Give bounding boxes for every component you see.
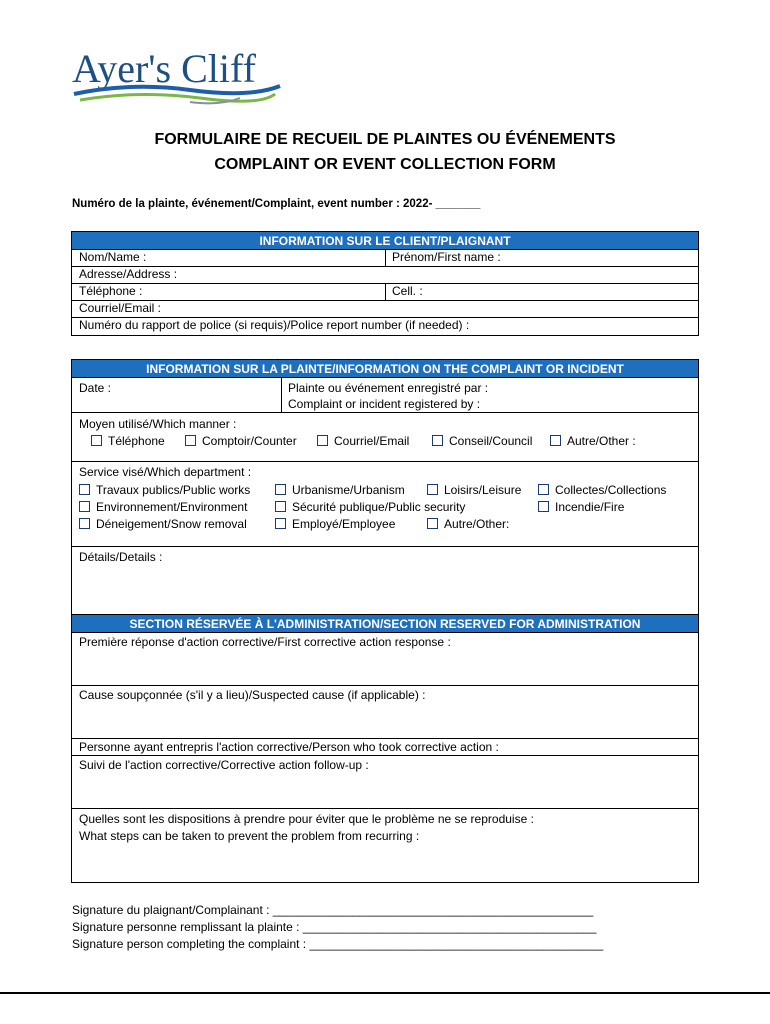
address-row[interactable] (72, 267, 698, 284)
police-row[interactable] (72, 318, 698, 335)
police-label: Numéro du rapport de police (si requis)/Police report number (if needed) : (79, 318, 470, 332)
details-label: Détails/Details : (79, 550, 163, 564)
registered-by-cell[interactable] (281, 378, 488, 412)
first-name-cell[interactable] (385, 250, 501, 266)
dept-environment[interactable]: Environnement/Environment (79, 500, 247, 514)
phone-label: Téléphone : (79, 284, 143, 298)
logo-wave-green (80, 94, 275, 101)
registered-by-en: Complaint or incident registered by : (288, 397, 481, 411)
dept-other[interactable]: Autre/Other: (427, 517, 509, 531)
first-response-row[interactable] (72, 633, 698, 686)
details-row[interactable] (72, 547, 698, 615)
dept-urbanism[interactable]: Urbanisme/Urbanism (275, 483, 405, 497)
email-row[interactable] (72, 301, 698, 318)
dept-snow-removal[interactable]: Déneigement/Snow removal (79, 517, 247, 531)
manner-label: Moyen utilisé/Which manner : (79, 417, 237, 431)
signature-complainant[interactable]: Signature du plaignant/Complainant : ________________________________________________ (72, 903, 594, 917)
client-info-section (71, 231, 699, 336)
checkbox-icon[interactable] (275, 501, 286, 512)
checkbox-icon[interactable] (427, 518, 438, 529)
cause-label: Cause soupçonnée (s'il y a lieu)/Suspected cause (if applicable) : (79, 688, 426, 702)
form-title-en: COMPLAINT OR EVENT COLLECTION FORM (214, 156, 556, 173)
first-name-label: Prénom/First name : (392, 250, 501, 264)
client-info-header: INFORMATION SUR LE CLIENT/PLAIGNANT (72, 232, 698, 250)
checkbox-icon[interactable] (275, 484, 286, 495)
manner-option-counter[interactable]: Comptoir/Counter (185, 434, 297, 448)
signature-person-en[interactable]: Signature person completing the complaint : ____________________________________________ (72, 937, 604, 951)
name-row[interactable] (72, 250, 698, 267)
person-label: Personne ayant entrepris l'action corrective/Person who took corrective action : (79, 740, 499, 754)
checkbox-icon[interactable] (275, 518, 286, 529)
admin-section-header: SECTION RÉSERVÉE À L'ADMINISTRATION/SECTION RESERVED FOR ADMINISTRATION (72, 615, 698, 633)
ayers-cliff-logo (70, 44, 285, 110)
dept-leisure[interactable]: Loisirs/Leisure (427, 483, 521, 497)
checkbox-icon[interactable] (79, 484, 90, 495)
followup-row[interactable] (72, 756, 698, 809)
logo-text: Ayer's Cliff (72, 46, 256, 91)
dept-collections[interactable]: Collectes/Collections (538, 483, 666, 497)
email-label: Courriel/Email : (79, 301, 162, 315)
person-row[interactable] (72, 739, 698, 756)
department-row (72, 462, 698, 547)
dept-fire[interactable]: Incendie/Fire (538, 500, 624, 514)
name-label: Nom/Name : (79, 250, 147, 264)
phone-row[interactable] (72, 284, 698, 301)
checkbox-icon[interactable] (538, 484, 549, 495)
cell-cell[interactable] (385, 284, 423, 300)
address-label: Adresse/Address : (79, 267, 178, 281)
complaint-info-header: INFORMATION SUR LA PLAINTE/INFORMATION ON THE COMPLAINT OR INCIDENT (72, 360, 698, 378)
manner-option-email[interactable]: Courriel/Email (317, 434, 409, 448)
checkbox-icon[interactable] (317, 435, 328, 446)
complaint-number-line[interactable]: Numéro de la plainte, événement/Complaint, event number : 2022- _______ (72, 198, 481, 210)
checkbox-icon[interactable] (91, 435, 102, 446)
dept-public-works[interactable]: Travaux publics/Public works (79, 483, 250, 497)
manner-row (72, 413, 698, 462)
dept-employee[interactable]: Employé/Employee (275, 517, 395, 531)
page-bottom-divider (0, 992, 770, 994)
cause-row[interactable] (72, 686, 698, 739)
form-title-fr: FORMULAIRE DE RECUEIL DE PLAINTES OU ÉVÉNEMENTS (154, 131, 616, 148)
complaint-info-section (71, 359, 699, 883)
followup-label: Suivi de l'action corrective/Corrective action follow-up : (79, 758, 369, 772)
checkbox-icon[interactable] (538, 501, 549, 512)
prevent-label-en: What steps can be taken to prevent the problem from recurring : (79, 829, 420, 843)
manner-option-phone[interactable]: Téléphone (91, 434, 165, 448)
prevent-label-fr: Quelles sont les dispositions à prendre pour éviter que le problème ne se reproduise : (79, 812, 534, 826)
department-label: Service visé/Which department : (79, 465, 252, 479)
dept-public-security[interactable]: Sécurité publique/Public security (275, 500, 465, 514)
first-response-label: Première réponse d'action corrective/First corrective action response : (79, 635, 451, 649)
manner-option-other[interactable]: Autre/Other : (550, 434, 636, 448)
date-label: Date : (79, 381, 112, 395)
checkbox-icon[interactable] (79, 501, 90, 512)
checkbox-icon[interactable] (79, 518, 90, 529)
prevent-row[interactable] (72, 809, 698, 879)
checkbox-icon[interactable] (432, 435, 443, 446)
checkbox-icon[interactable] (550, 435, 561, 446)
registered-by-fr: Plainte ou événement enregistré par : (288, 381, 489, 395)
cell-label: Cell. : (392, 284, 423, 298)
checkbox-icon[interactable] (427, 484, 438, 495)
manner-option-council[interactable]: Conseil/Council (432, 434, 532, 448)
signature-person-fr[interactable]: Signature personne remplissant la plainte : ____________________________________________ (72, 920, 597, 934)
checkbox-icon[interactable] (185, 435, 196, 446)
date-row[interactable] (72, 378, 698, 413)
